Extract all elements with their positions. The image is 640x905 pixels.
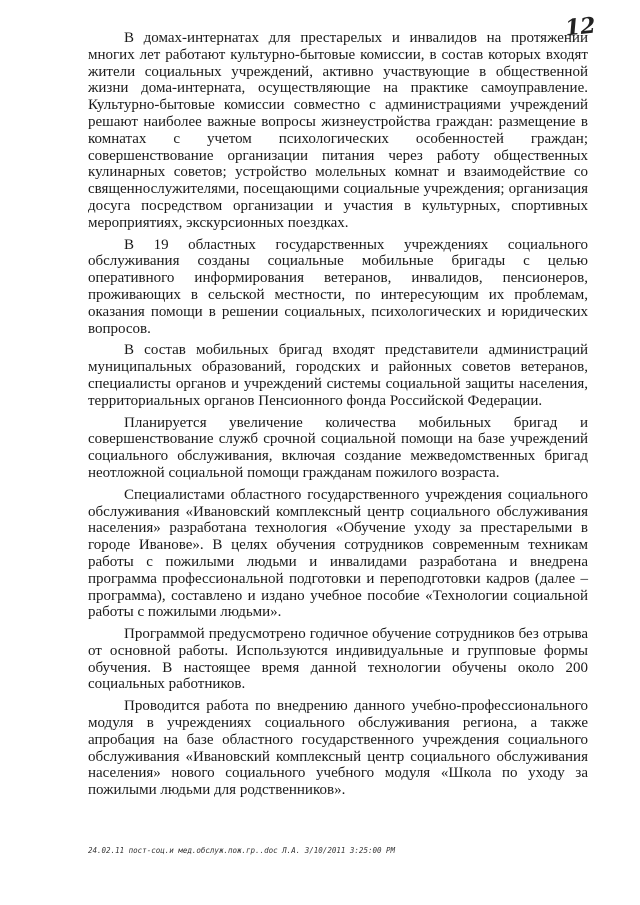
- paragraph: Проводится работа по внедрению данного учебно-профессионального модуля в учреждениях социального обслуживания региона, а также апробация на базе областного государственного учреждения социального обслуживания «Ивановский комплексный центр социального обслуживания населения» нового социального учебного модуля «Школа по уходу за пожилыми людьми для родственников».: [88, 698, 588, 799]
- paragraph: В состав мобильных бригад входят представители администраций муниципальных образований, городских и районных советов ветеранов, специалисты органов и учреждений системы социальной защиты населения, территориальных органов Пенсионного фонда Российской Федерации.: [88, 342, 588, 409]
- document-body: [88, 30, 588, 804]
- paragraph: В домах-интернатах для престарелых и инвалидов на протяжении многих лет работают культурно-бытовые комиссии, в состав которых входят жители социальных учреждений, активно участвующие в общественной жизни дома-интерната, осуществляющие на практике самоуправление. Культурно-бытовые комиссии совместно с администрациями учреждений решают наиболее важные вопросы жизнеустройства граждан: размещение в комнатах с учетом психологических особенностей граждан; совершенствование организации питания через работу общественных кулинарных советов; устройство молельных комнат и взаимодействие со священнослужителями, посещающими социальные учреждения; организация досуга посредством организации и участия в культурных, спортивных мероприятиях, экскурсионных поездках.: [88, 30, 588, 231]
- paragraph: Планируется увеличение количества мобильных бригад и совершенствование служб срочной социальной помощи на базе учреждений социального обслуживания, включая создание межведомственных бригад неотложной социальной помощи гражданам пожилого возраста.: [88, 414, 588, 481]
- page-number: 12: [564, 12, 598, 42]
- paragraph: Программой предусмотрено годичное обучение сотрудников без отрыва от основной работы. Используются индивидуальные и групповые формы обучения. В настоящее время данной технологии обучены около 200 социальных работников.: [88, 626, 588, 693]
- paragraph: Специалистами областного государственного учреждения социального обслуживания «Ивановский комплексный центр социального обслуживания населения» разработана технология «Обучение уходу за престарелыми в городе Иванове». В целях обучения сотрудников современным техникам работы с пожилыми людьми и инвалидами разработана и внедрена программа профессиональной подготовки и переподготовки кадров (далее – программа), составлено и издано учебное пособие «Технологии социальной работы с пожилыми людьми».: [88, 486, 588, 621]
- paragraph: В 19 областных государственных учреждениях социального обслуживания созданы социальные мобильные бригады с целью оперативного информирования ветеранов, инвалидов, пенсионеров, проживающих в сельской местности, по интересующим их проблемам, оказания помощи в решении социальных, психологических и юридических вопросов.: [88, 236, 588, 337]
- document-footer: 24.02.11 пост-соц.и мед.обслуж.пож.гр..doc Л.А. 3/10/2011 3:25:00 PM: [88, 846, 396, 855]
